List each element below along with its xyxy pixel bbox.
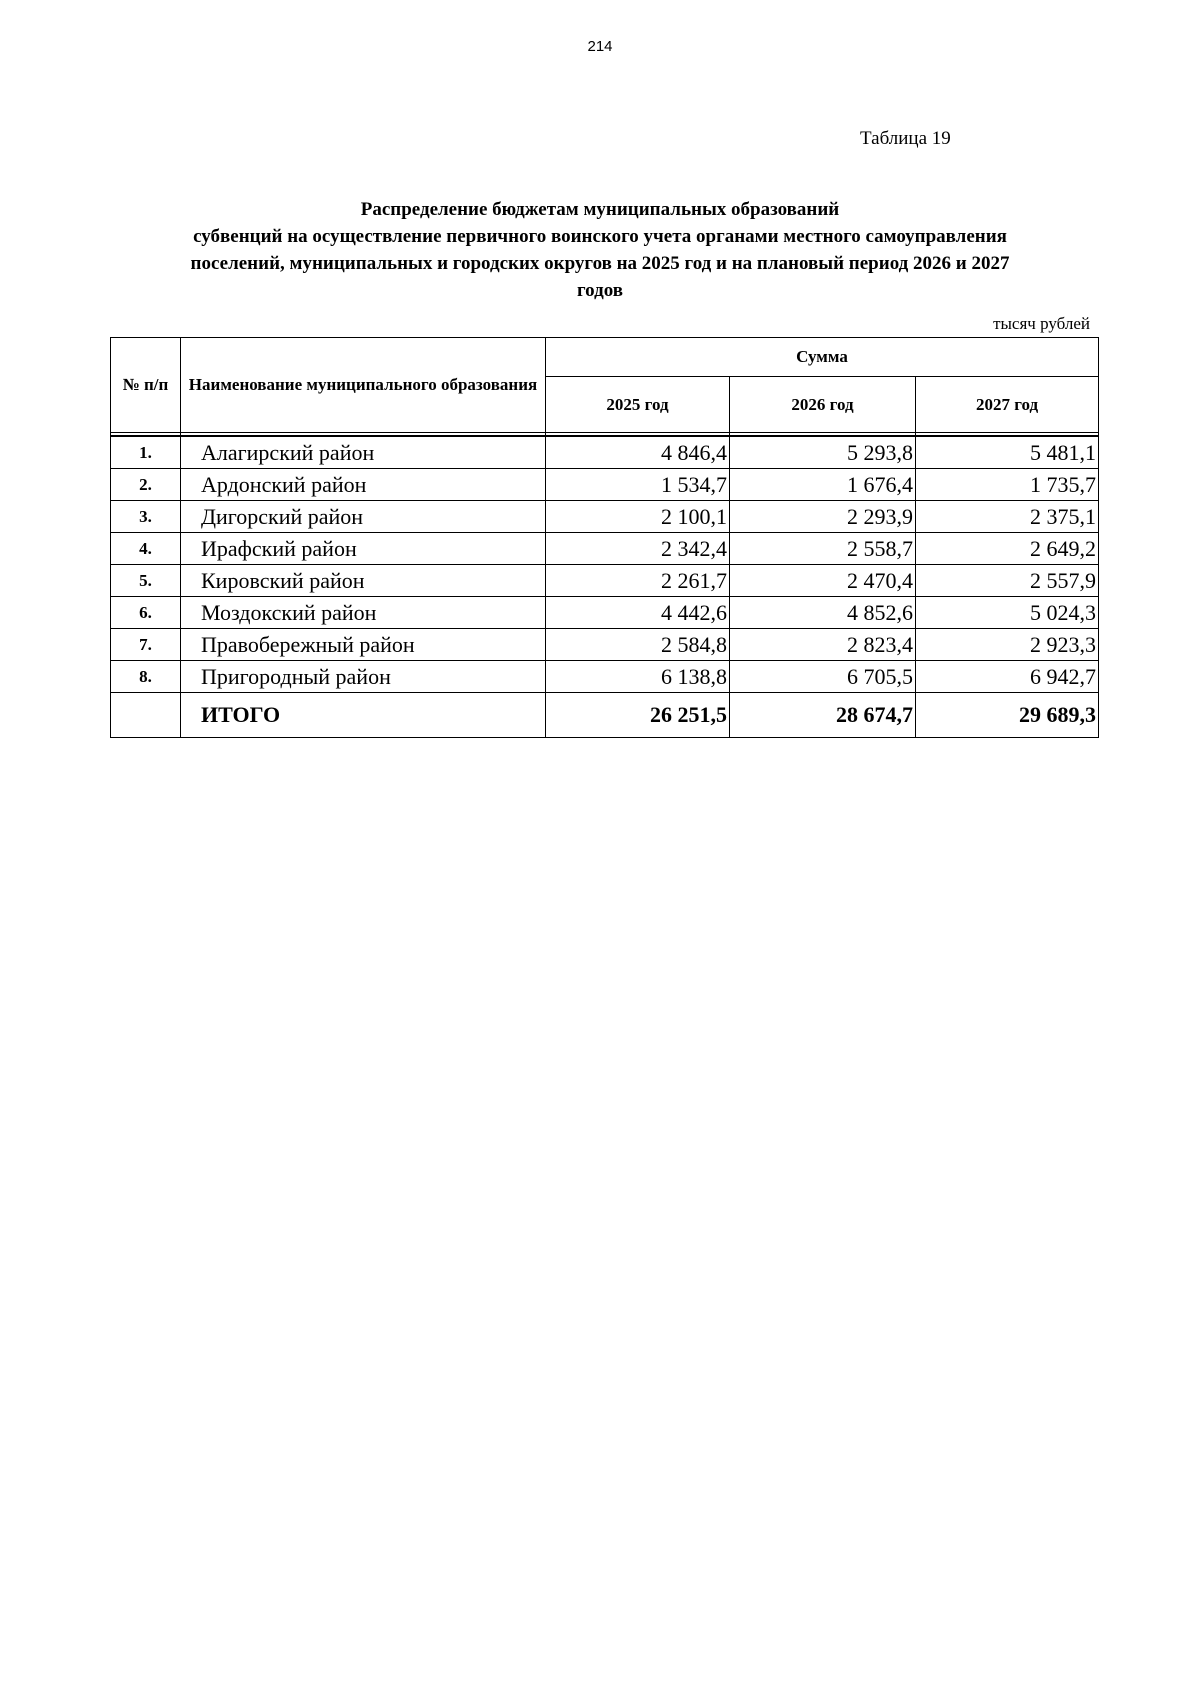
header-num [111,338,181,433]
row-2025: 2 100,1 [546,501,730,533]
row-name: Моздокский район [181,597,546,629]
table-row [111,565,1099,597]
total-num [111,693,181,738]
row-2026: 1 676,4 [730,469,916,501]
row-2025: 2 261,7 [546,565,730,597]
row-2025: 4 846,4 [546,436,730,469]
total-label: ИТОГО [181,693,546,738]
row-2027: 1 735,7 [916,469,1099,501]
header-name [181,338,546,433]
header-num-text: № п/п [122,375,169,394]
row-num: 4. [111,533,181,565]
row-2027: 6 942,7 [916,661,1099,693]
table-row [111,501,1099,533]
row-2025: 6 138,8 [546,661,730,693]
title-line: поселений, муниципальных и городских округов на 2025 год и на плановый период 2026 и 2027 [190,253,1010,274]
row-2027: 2 557,9 [916,565,1099,597]
row-name: Алагирский район [181,436,546,469]
row-name: Правобережный район [181,629,546,661]
row-2027: 5 024,3 [916,597,1099,629]
row-2026: 6 705,5 [730,661,916,693]
table-row [111,469,1099,501]
row-2026: 2 558,7 [730,533,916,565]
table-row [111,436,1099,469]
units-label: тысяч рублей [993,314,1090,333]
total-2025: 26 251,5 [546,693,730,738]
row-num: 5. [111,565,181,597]
row-2026: 2 823,4 [730,629,916,661]
row-num: 2. [111,469,181,501]
row-num: 7. [111,629,181,661]
title-line: субвенций на осуществление первичного воинского учета органами местного самоуправления [193,226,1007,247]
table-row [111,597,1099,629]
row-2025: 1 534,7 [546,469,730,501]
row-num: 1. [111,436,181,469]
total-2026: 28 674,7 [730,693,916,738]
row-2027: 2 923,3 [916,629,1099,661]
header-sum: Сумма [546,338,1099,377]
row-2025: 4 442,6 [546,597,730,629]
row-name: Дигорский район [181,501,546,533]
row-name: Пригородный район [181,661,546,693]
row-num: 3. [111,501,181,533]
header-year-2027: 2027 год [916,377,1099,433]
row-name: Ардонский район [181,469,546,501]
row-name: Кировский район [181,565,546,597]
page-number: 214 [587,38,613,55]
row-2025: 2 584,8 [546,629,730,661]
row-num: 6. [111,597,181,629]
row-2026: 2 470,4 [730,565,916,597]
title-line: годов [576,280,623,301]
table-row [111,533,1099,565]
row-2027: 2 375,1 [916,501,1099,533]
header-year-2025: 2025 год [546,377,730,433]
table-label: Таблица 19 [860,128,951,149]
row-2026: 2 293,9 [730,501,916,533]
header-year-2026: 2026 год [730,377,916,433]
row-2026: 4 852,6 [730,597,916,629]
row-num: 8. [111,661,181,693]
header-name-text: Наименование муниципального образования [188,375,538,394]
row-2027: 5 481,1 [916,436,1099,469]
total-row [111,693,1099,738]
title-line: Распределение бюджетам муниципальных образований [360,199,840,220]
row-2025: 2 342,4 [546,533,730,565]
document-title [100,196,1100,304]
table-row [111,661,1099,693]
subvention-table [110,337,1099,738]
total-2027: 29 689,3 [916,693,1099,738]
row-name: Ирафский район [181,533,546,565]
row-2026: 5 293,8 [730,436,916,469]
table-row [111,629,1099,661]
row-2027: 2 649,2 [916,533,1099,565]
